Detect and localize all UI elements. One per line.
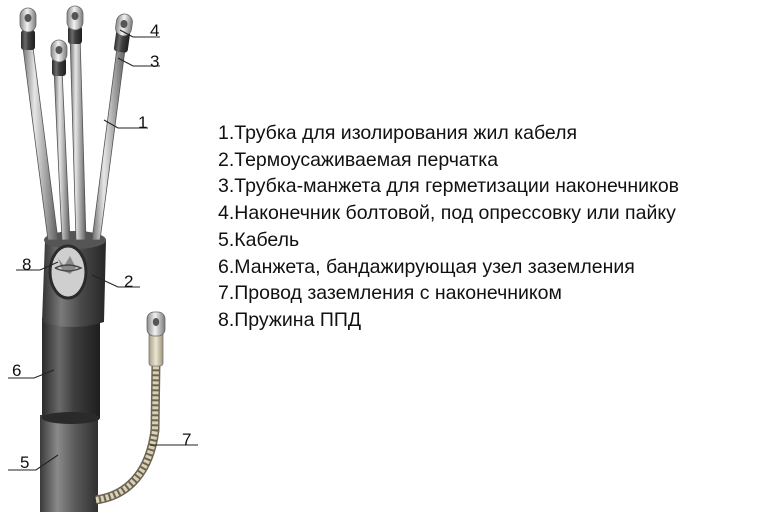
callout-7: 7 <box>182 430 192 449</box>
legend-list <box>218 120 679 334</box>
legend-item-6: 6.Манжета, бандажирующая узел заземления <box>218 255 635 278</box>
legend-item-7: 7.Провод заземления с наконечником <box>218 282 562 305</box>
legend-item-1: 1.Трубка для изолирования жил кабеля <box>218 122 578 144</box>
callout-1: 1 <box>138 113 148 132</box>
legend-item-3: 3.Трубка-манжета для герметизации наконечников <box>218 175 680 198</box>
callout-6: 6 <box>12 361 22 380</box>
callout-4: 4 <box>150 21 160 40</box>
callout-2: 2 <box>124 272 134 291</box>
heat-shrink-glove <box>42 231 106 327</box>
grounding-wire <box>96 312 165 500</box>
legend-item-2: 2.Термоусаживаемая перчатка <box>218 148 499 171</box>
cable <box>40 415 98 512</box>
callout-8: 8 <box>22 255 32 274</box>
callout-5: 5 <box>20 453 30 472</box>
legend-item-5: 5.Кабель <box>218 228 300 251</box>
insulating-tubes <box>22 35 126 240</box>
legend-item-4: 4.Наконечник болтовой, под опрессовку или пайку <box>218 202 676 225</box>
callout-3: 3 <box>150 52 160 71</box>
legend-item-8: 8.Пружина ППД <box>218 308 362 331</box>
